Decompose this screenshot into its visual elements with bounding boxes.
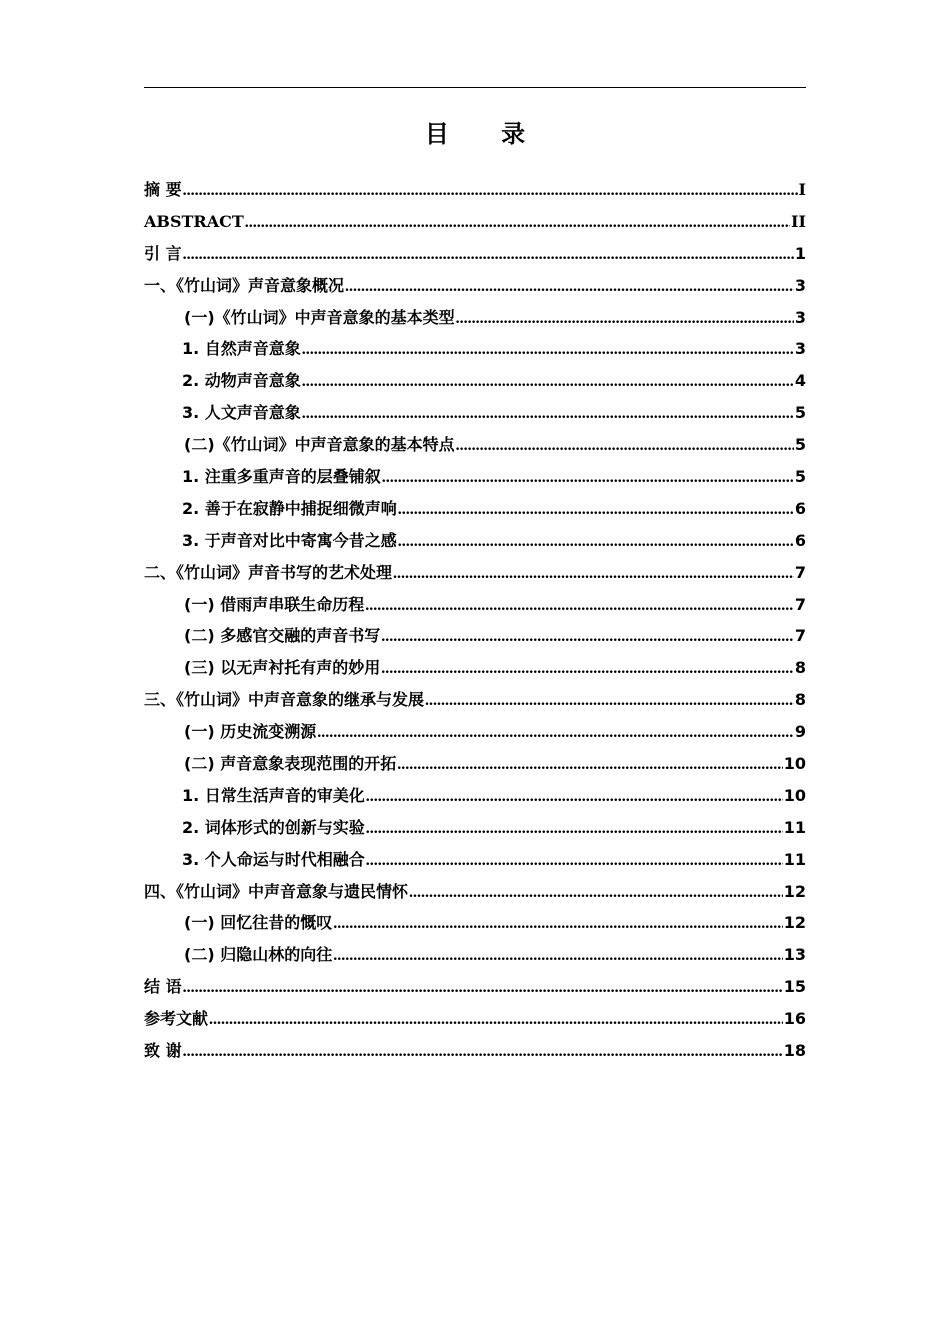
toc-entry[interactable] bbox=[144, 557, 806, 589]
toc-entry[interactable] bbox=[144, 844, 806, 876]
toc-entry-page: 5 bbox=[794, 467, 806, 487]
toc-entry-label: 1. 自然声音意象 bbox=[182, 339, 301, 359]
toc-entry[interactable] bbox=[144, 238, 806, 270]
toc-entry-label: (二) 多感官交融的声音书写 bbox=[184, 626, 381, 646]
toc-entry-label: 引 言 bbox=[144, 243, 182, 263]
toc-entry-page: 4 bbox=[794, 371, 806, 391]
toc-entry-label: 三、《竹山词》中声音意象的继承与发展 bbox=[144, 690, 425, 710]
toc-entry-label: 四、《竹山词》中声音意象与遗民情怀 bbox=[144, 881, 409, 901]
toc-entry[interactable] bbox=[144, 397, 806, 429]
toc-entry-label: 1. 日常生活声音的审美化 bbox=[182, 785, 365, 805]
toc-entry[interactable] bbox=[144, 748, 806, 780]
toc-entry-label: 3. 人文声音意象 bbox=[182, 403, 301, 423]
toc-entry-page: 7 bbox=[794, 562, 806, 582]
toc-leader-dots bbox=[398, 494, 794, 526]
toc-entry-page: 5 bbox=[794, 403, 806, 423]
toc-entry-page: II bbox=[791, 211, 806, 231]
toc-entry[interactable] bbox=[144, 365, 806, 397]
toc-entry-label: (一) 回忆往昔的慨叹 bbox=[184, 913, 333, 933]
toc-entry-page: 10 bbox=[783, 754, 806, 774]
toc-entry[interactable] bbox=[144, 461, 806, 493]
toc-entry-page: 6 bbox=[794, 498, 806, 518]
toc-entry-page: 12 bbox=[783, 881, 806, 901]
toc-leader-dots bbox=[302, 366, 794, 398]
toc-entry-page: 11 bbox=[783, 817, 806, 837]
toc-entry-page: 12 bbox=[783, 913, 806, 933]
toc-entry-page: 10 bbox=[783, 785, 806, 805]
toc-leader-dots bbox=[333, 940, 783, 972]
toc-leader-dots bbox=[365, 590, 794, 622]
toc-entry[interactable] bbox=[144, 939, 806, 971]
toc-entry-label: 3. 于声音对比中寄寓今昔之感 bbox=[182, 530, 397, 550]
toc-entry-label: 结 语 bbox=[144, 977, 182, 997]
toc-entry-label: 摘 要 bbox=[144, 180, 182, 199]
header-rule bbox=[144, 87, 806, 88]
toc-entry[interactable] bbox=[144, 971, 806, 1003]
toc-entry-page: 1 bbox=[794, 243, 806, 263]
toc-entry-label: 二、《竹山词》声音书写的艺术处理 bbox=[144, 562, 393, 582]
toc-entry[interactable] bbox=[144, 907, 806, 939]
toc-entry[interactable] bbox=[144, 812, 806, 844]
toc-entry-page: I bbox=[798, 180, 806, 199]
table-of-contents bbox=[144, 174, 806, 1067]
toc-entry-label: (二)《竹山词》中声音意象的基本特点 bbox=[184, 435, 455, 455]
toc-entry[interactable] bbox=[144, 302, 806, 334]
toc-entry-page: 13 bbox=[783, 945, 806, 965]
toc-entry-label: (一) 历史流变溯源 bbox=[184, 722, 317, 742]
toc-entry-label: 致 谢 bbox=[144, 1041, 182, 1061]
toc-leader-dots bbox=[393, 558, 794, 590]
toc-entry[interactable] bbox=[144, 429, 806, 461]
toc-leader-dots bbox=[456, 303, 794, 335]
toc-entry-page: 11 bbox=[783, 849, 806, 869]
toc-leader-dots bbox=[245, 207, 790, 239]
toc-leader-dots bbox=[183, 972, 783, 1004]
toc-entry-page: 5 bbox=[794, 435, 806, 455]
toc-entry[interactable] bbox=[144, 206, 806, 238]
toc-entry-page: 7 bbox=[794, 626, 806, 646]
toc-leader-dots bbox=[366, 813, 783, 845]
toc-entry-label: (二) 声音意象表现范围的开拓 bbox=[184, 754, 397, 774]
toc-entry-page: 3 bbox=[794, 275, 806, 295]
toc-leader-dots bbox=[366, 781, 783, 813]
toc-leader-dots bbox=[183, 239, 794, 271]
toc-entry-page: 7 bbox=[794, 594, 806, 614]
toc-entry-label: ABSTRACT bbox=[144, 211, 244, 231]
toc-leader-dots bbox=[345, 271, 794, 303]
toc-leader-dots bbox=[456, 430, 794, 462]
toc-entry-page: 3 bbox=[794, 339, 806, 359]
toc-entry[interactable] bbox=[144, 684, 806, 716]
toc-leader-dots bbox=[381, 621, 794, 653]
toc-entry-label: 1. 注重多重声音的层叠铺叙 bbox=[182, 467, 381, 487]
toc-entry[interactable] bbox=[144, 589, 806, 621]
toc-leader-dots bbox=[425, 685, 794, 717]
toc-entry-label: (一)《竹山词》中声音意象的基本类型 bbox=[184, 307, 455, 327]
toc-entry-page: 8 bbox=[794, 658, 806, 678]
toc-leader-dots bbox=[209, 1004, 783, 1036]
toc-entry[interactable] bbox=[144, 620, 806, 652]
toc-leader-dots bbox=[398, 526, 794, 558]
toc-entry[interactable] bbox=[144, 174, 806, 206]
toc-leader-dots bbox=[317, 717, 794, 749]
toc-leader-dots bbox=[333, 908, 783, 940]
toc-entry[interactable] bbox=[144, 333, 806, 365]
toc-entry-label: 3. 个人命运与时代相融合 bbox=[182, 849, 365, 869]
toc-entry-label: (一) 借雨声串联生命历程 bbox=[184, 594, 365, 614]
toc-entry[interactable] bbox=[144, 1035, 806, 1067]
toc-entry-page: 6 bbox=[794, 530, 806, 550]
toc-entry[interactable] bbox=[144, 652, 806, 684]
toc-entry-page: 8 bbox=[794, 690, 806, 710]
toc-entry[interactable] bbox=[144, 493, 806, 525]
toc-entry-label: 参考文献 bbox=[144, 1009, 209, 1029]
toc-entry-page: 9 bbox=[794, 722, 806, 742]
toc-entry-page: 16 bbox=[783, 1009, 806, 1029]
toc-leader-dots bbox=[183, 1036, 783, 1068]
toc-entry[interactable] bbox=[144, 876, 806, 908]
toc-entry[interactable] bbox=[144, 780, 806, 812]
toc-leader-dots bbox=[381, 653, 794, 685]
toc-leader-dots bbox=[366, 845, 783, 877]
toc-leader-dots bbox=[382, 462, 794, 494]
toc-entry-label: (二) 归隐山林的向往 bbox=[184, 945, 333, 965]
toc-entry-page: 18 bbox=[783, 1041, 806, 1061]
toc-entry[interactable] bbox=[144, 1003, 806, 1035]
toc-entry[interactable] bbox=[144, 716, 806, 748]
toc-entry[interactable] bbox=[144, 525, 806, 557]
toc-entry-label: 2. 动物声音意象 bbox=[182, 371, 301, 391]
toc-leader-dots bbox=[397, 749, 783, 781]
toc-title: 目 录 bbox=[424, 120, 548, 148]
toc-entry-label: (三) 以无声衬托有声的妙用 bbox=[184, 658, 381, 678]
toc-leader-dots bbox=[302, 398, 794, 430]
toc-entry[interactable] bbox=[144, 270, 806, 302]
toc-entry-label: 一、《竹山词》声音意象概况 bbox=[144, 275, 345, 295]
toc-leader-dots bbox=[302, 334, 794, 366]
toc-leader-dots bbox=[183, 175, 798, 207]
toc-entry-page: 3 bbox=[794, 307, 806, 327]
toc-entry-label: 2. 善于在寂静中捕捉细微声响 bbox=[182, 498, 397, 518]
toc-entry-page: 15 bbox=[783, 977, 806, 997]
toc-entry-label: 2. 词体形式的创新与实验 bbox=[182, 817, 365, 837]
toc-leader-dots bbox=[409, 877, 783, 909]
